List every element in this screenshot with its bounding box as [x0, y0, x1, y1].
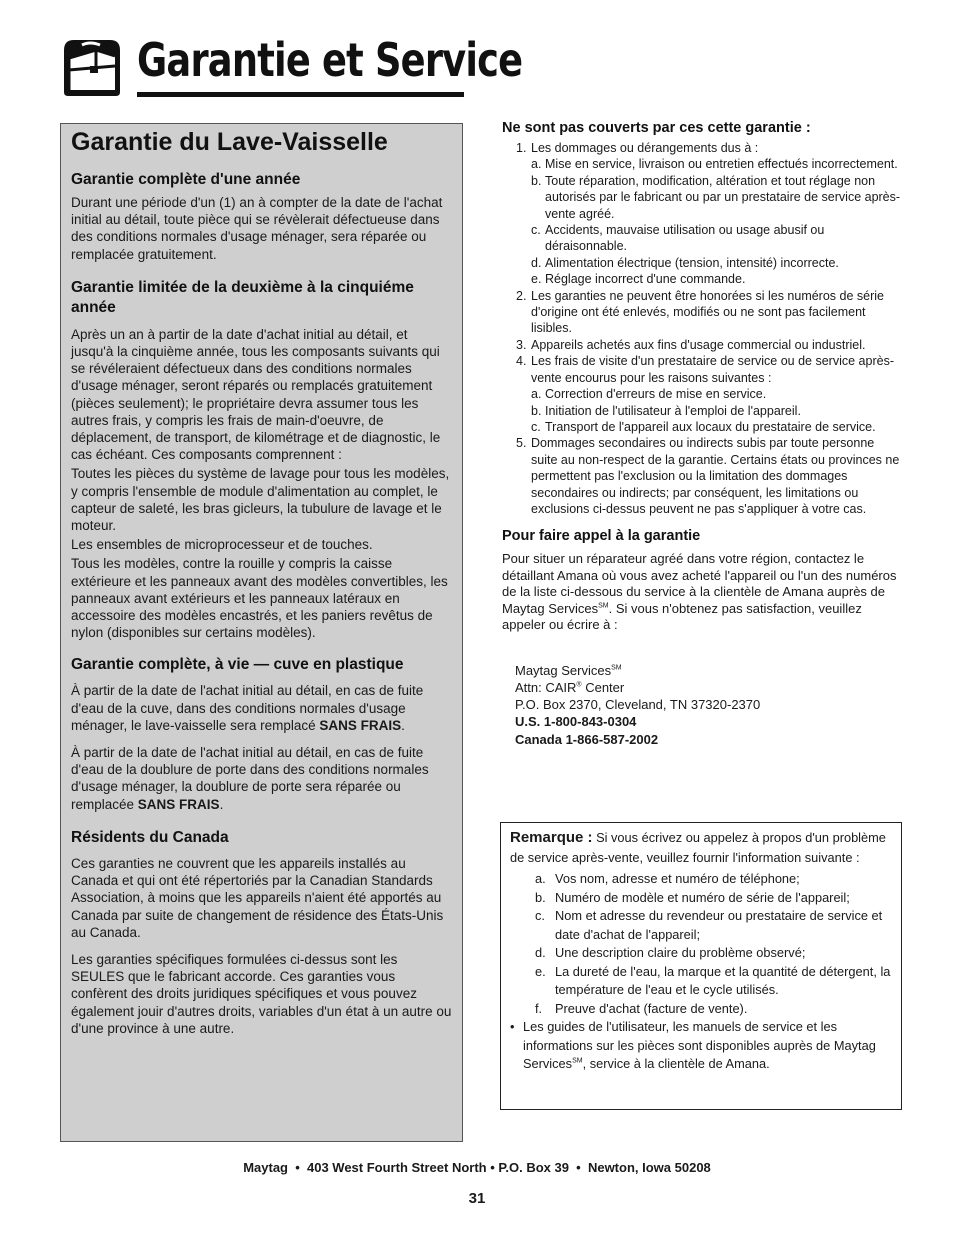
exclusions-list: [502, 140, 902, 517]
note-bullet: • Les guides de l'utilisateur, les manuels de service et les informations sur les pièces sont disponibles auprès de Maytag Services℠, service à la clientèle de Amana.: [510, 1019, 876, 1071]
exclusion-text: Les garanties ne peuvent être honorées si les numéros de série d'origine ont été enlevés, modifiés ou ne sont pas facilement lisibles.: [531, 288, 884, 336]
list-marker: 1.: [516, 141, 527, 155]
address-line-3: P.O. Box 2370, Cleveland, TN 37320-2370: [515, 697, 761, 713]
note-list: [510, 870, 893, 1018]
note-box: [500, 822, 902, 1110]
list-marker: 3.: [516, 337, 527, 352]
exclusion-subtext: Toute réparation, modification, altération et tout réglage non autorisés par le fabricant ou par un prestataire de service après-vente agréé.: [545, 173, 901, 221]
list-marker: b.: [535, 889, 546, 905]
exclusion-subtext: Réglage incorrect d'une commande.: [545, 272, 746, 287]
canada-paragraph-1: Ces garanties ne couvrent que les appareils installés au Canada et qui ont été répertoriés par la Canadian Standards Association, à moins que les appareils n'aient été apportés au Canada par suite de changement de résidence des États-Unis au Canada.: [71, 855, 444, 940]
exclusion-subitem: [502, 255, 902, 271]
exclusion-text: Dommages secondaires ou indirects subis par toute personne suite au non-respect de la garantie. Certains états ou provinces ne permettent pas l'exclusion ou la limitation des dommages secondaires ou indirects; par conséquent, les limitations ou exclusions ci-dessus peuvent ne pas s'appliquer à votre cas.: [531, 436, 900, 516]
service-title: Pour faire appel à la garantie: [502, 528, 701, 545]
note-item: [510, 889, 893, 908]
footer-address: Maytag • 403 West Fourth Street North • P.O. Box 39 • Newton, Iowa 50208: [243, 1160, 711, 1175]
exclusion-subtext: Mise en service, livraison ou entretien effectués incorrectement.: [545, 157, 898, 172]
exclusion-item: [502, 353, 902, 386]
exclusion-subtext: Alimentation électrique (tension, intensité) incorrecte.: [545, 255, 839, 270]
note-item-text: Numéro de modèle et numéro de série de l'appareil;: [555, 889, 850, 905]
limited-paragraph-1: Après un an à partir de la date d'achat initial au détail, et jusqu'à la cinquième année, tous les composants suivants qui se révéleraient défectueux dans des conditions normales d'usage ménager, seront réparés ou remplacés gratuitement (pièces seulement); le propriétaire devra assumer tous les autres frais, y compris les frais de main-d'oeuvre, de déplacement, de transport, de kilométrage et de diagnostic, le cas échéant. Ces composants comprennent :: [71, 326, 441, 463]
exclusion-subitem: [502, 222, 902, 255]
list-marker: b.: [531, 403, 542, 418]
right-column: [502, 118, 902, 748]
warranty-heading: Garantie du Lave-Vaisselle: [71, 128, 388, 156]
exclusion-text: Les frais de visite d'un prestataire de service ou de service après-vente encourus pour les raisons suivantes :: [531, 354, 894, 385]
phone-canada: Canada 1-866-587-2002: [515, 731, 659, 747]
list-marker: e.: [535, 963, 546, 979]
note-item: [510, 907, 893, 944]
exclusions-title: Ne sont pas couverts par ces cette garantie :: [502, 120, 811, 136]
toolbox-icon: [60, 36, 124, 98]
section-title-canada: Résidents du Canada: [71, 828, 229, 846]
section-title-lifetime: Garantie complète, à vie — cuve en plastique: [71, 656, 404, 674]
phone-us: U.S. 1-800-843-0304: [515, 714, 637, 730]
lifetime-paragraph-2: À partir de la date de l'achat initial au détail, en cas de fuite d'eau de la doublure de porte dans des conditions normales d'usage ménager, la doublure de porte sera réparée ou remplacée SANS FRAIS.: [71, 745, 429, 812]
exclusion-text: Appareils achetés aux fins d'usage commercial ou industriel.: [531, 337, 866, 352]
note-item: [510, 944, 893, 963]
list-marker: f.: [535, 1000, 543, 1016]
lifetime-paragraph-1: À partir de la date de l'achat initial au détail, en cas de fuite d'eau de la cuve, dans des conditions normales d'usage ménager, le lave-vaisselle sera remplacé SANS FRAIS.: [71, 683, 424, 733]
exclusion-subtext: Transport de l'appareil aux locaux du prestataire de service.: [545, 419, 876, 434]
exclusion-subitem: [502, 403, 902, 419]
address-line-1: Maytag Services℠: [515, 662, 622, 678]
list-marker: a.: [531, 387, 542, 402]
exclusion-subitem: [502, 271, 902, 287]
warranty-panel: [60, 123, 463, 1142]
page-title: Garantie et Service: [137, 33, 523, 87]
address-line-2: Attn: CAIR® Center: [515, 680, 625, 696]
note-intro: Remarque : Si vous écrivez ou appelez à propos d'un problème de service après-vente, veuillez fournir l'information suivante :: [510, 829, 886, 865]
note-item: [510, 1000, 893, 1019]
limited-paragraph-3: Les ensembles de microprocesseur et de touches.: [71, 537, 373, 553]
note-item-text: Vos nom, adresse et numéro de téléphone;: [555, 871, 800, 886]
note-item-text: Nom et adresse du revendeur ou prestataire de service et date d'achat de l'appareil;: [555, 908, 883, 942]
note-item-text: Preuve d'achat (facture de vente).: [555, 1000, 748, 1016]
list-marker: 5.: [516, 436, 527, 451]
service-address: [502, 662, 902, 748]
exclusion-text: Les dommages ou dérangements dus à :: [531, 141, 759, 155]
exclusion-subtext: Initiation de l'utilisateur à l'emploi de l'appareil.: [545, 403, 801, 418]
exclusion-item: [502, 140, 902, 156]
list-marker: e.: [531, 272, 542, 287]
exclusion-subtext: Correction d'erreurs de mise en service.: [545, 387, 767, 402]
list-marker: c.: [535, 908, 545, 923]
list-marker: a.: [531, 157, 542, 172]
list-marker: d.: [535, 945, 546, 960]
list-marker: c.: [531, 419, 541, 434]
list-marker: b.: [531, 173, 542, 188]
note-bullets: [510, 1018, 893, 1074]
note-item-text: La dureté de l'eau, la marque et la quantité de détergent, la température de l'eau et le cycle utilisés.: [555, 963, 891, 997]
section-title-full-year: Garantie complète d'une année: [71, 171, 301, 188]
list-marker: 4.: [516, 354, 527, 369]
limited-paragraph-2: Toutes les pièces du système de lavage pour tous les modèles, y compris l'ensemble de module d'alimentation au complet, le capteur de saleté, les bras gicleurs, la tubulure de lavage et le moteur.: [71, 466, 450, 534]
section-body-full-year: Durant une période d'un (1) an à compter de la date de l'achat initial au détail, toute pièce qui se révèlerait défectueuse dans des conditions normales d'usage ménager, sera réparée ou remplacée gratuitement.: [71, 195, 443, 262]
note-item: [510, 963, 893, 1000]
list-marker: d.: [531, 255, 542, 270]
page-number: 31: [468, 1190, 486, 1207]
exclusion-item: [502, 435, 902, 517]
exclusion-subitem: [502, 386, 902, 402]
exclusion-item: [502, 337, 902, 353]
list-marker: 2.: [516, 288, 527, 303]
exclusion-subitem: [502, 173, 902, 222]
limited-paragraph-4: Tous les modèles, contre la rouille y compris la caisse extérieure et les panneaux avant des modèles convertibles, les panneaux avant extérieurs et les panneaux latéraux en accessoire des modèles encastrés, et les paniers revêtus de nylon (disponibles sur certains modèles).: [71, 556, 448, 641]
exclusion-item: [502, 288, 902, 337]
exclusion-subtext: Accidents, mauvaise utilisation ou usage abusif ou déraisonnable.: [545, 223, 825, 254]
exclusion-subitem: [502, 156, 902, 172]
list-marker: c.: [531, 223, 541, 238]
title-underline: [137, 92, 464, 97]
list-marker: a.: [535, 871, 546, 886]
section-title-limited: Garantie limitée de la deuxième à la cinquiéme année: [71, 278, 414, 316]
canada-paragraph-2: Les garanties spécifiques formulées ci-dessus sont les SEULES que le fabricant accorde. Ces garanties vous confèrent des droits juridiques spécifiques et vous pouvez également jouir d'autres droits, variables d'un état à un autre ou d'une province à une autre.: [71, 951, 452, 1036]
note-item-text: Une description claire du problème observé;: [555, 945, 806, 960]
service-body: Pour situer un réparateur agréé dans votre région, contactez le détaillant Amana où vous avez acheté l'appareil ou l'un des numéros de la liste ci-dessous du service à la clientèle de Amana auprès de Maytag Services℠. Si vous n'obtenez pas satisfaction, veuillez appeler ou écrire à :: [502, 551, 897, 633]
note-item: [510, 870, 893, 889]
exclusion-subitem: [502, 419, 902, 435]
